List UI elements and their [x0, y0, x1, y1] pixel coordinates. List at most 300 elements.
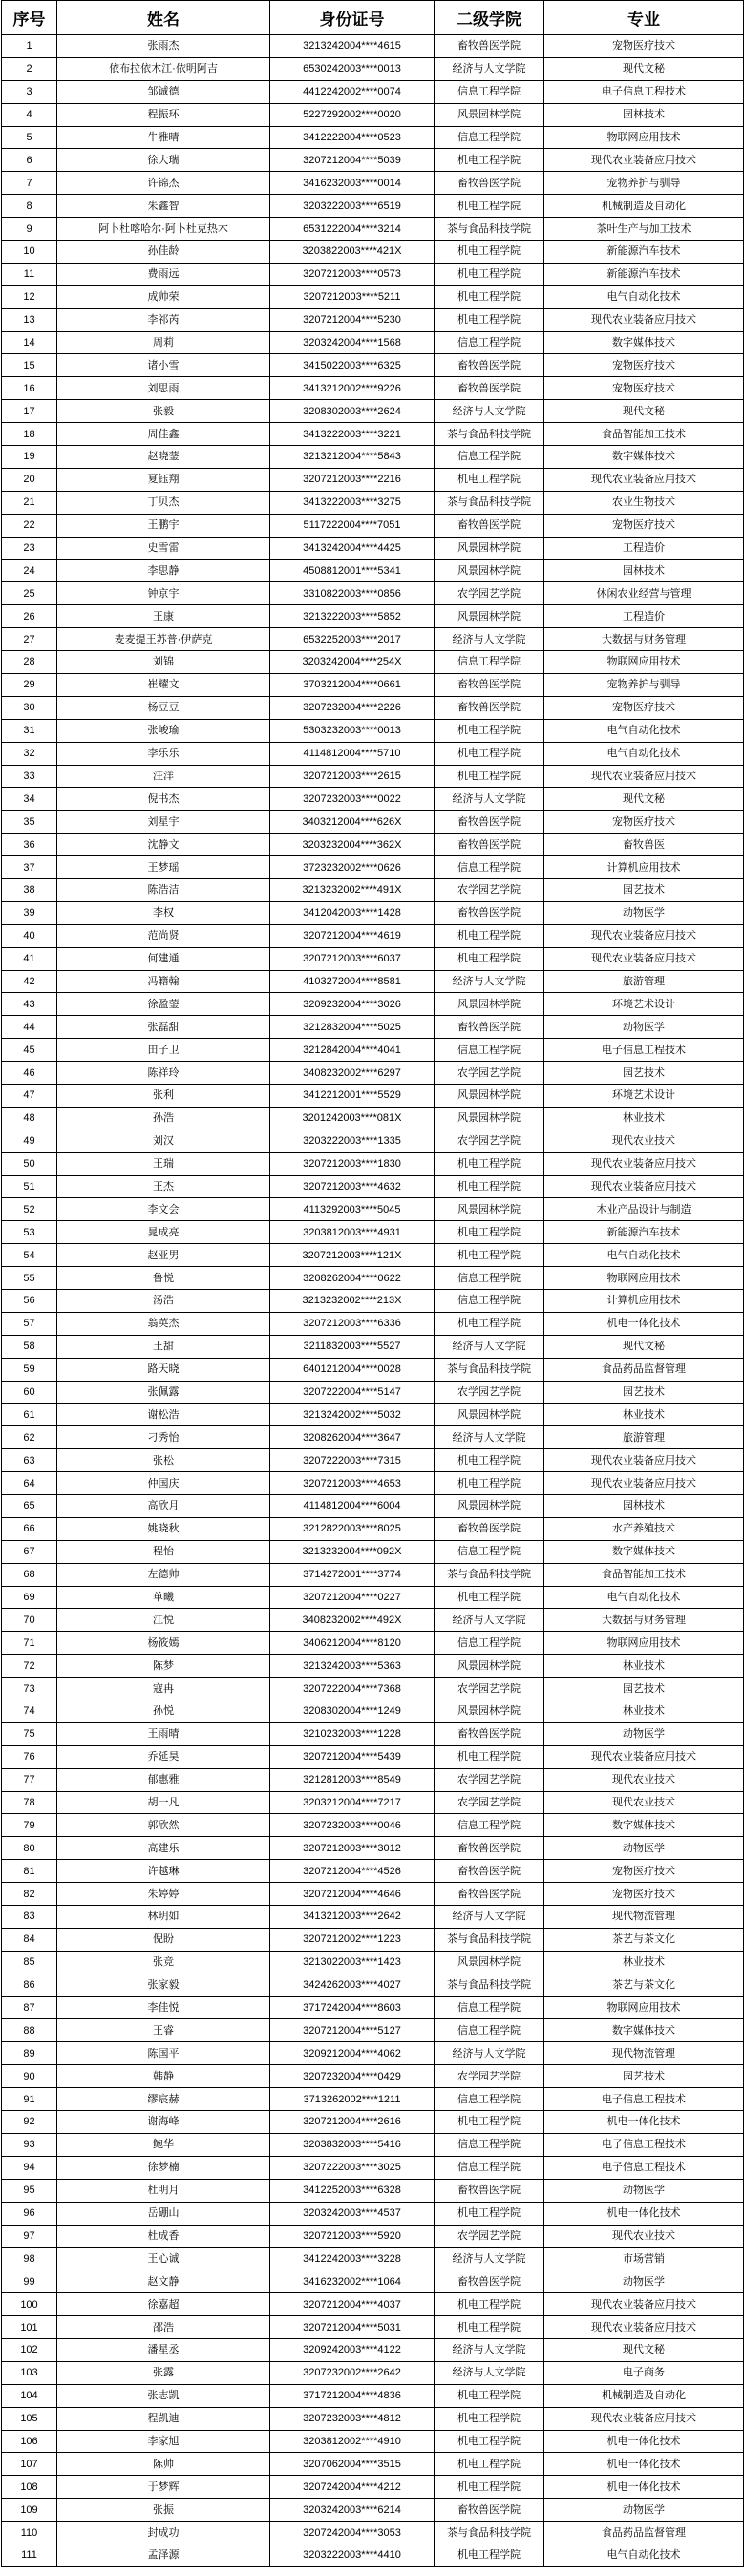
- cell-serial-number: 37: [2, 856, 57, 879]
- cell-serial-number: 74: [2, 1700, 57, 1723]
- cell-major: 现代文秘: [544, 400, 744, 423]
- cell-name: 张露: [57, 2361, 270, 2384]
- cell-name: 李家旭: [57, 2430, 270, 2453]
- cell-id-number: 3207222003****3025: [270, 2156, 435, 2179]
- table-row: [2, 1198, 744, 1221]
- cell-name: 封成功: [57, 2522, 270, 2544]
- cell-id-number: 3207232004****0429: [270, 2065, 435, 2088]
- cell-id-number: 3213242004****4615: [270, 35, 435, 58]
- cell-id-number: 3207212002****1223: [270, 1928, 435, 1951]
- cell-name: 史雪雷: [57, 537, 270, 560]
- cell-id-number: 3207212004****5230: [270, 308, 435, 331]
- cell-major: 动物医学: [544, 901, 744, 924]
- cell-id-number: 6530242003****0013: [270, 57, 435, 80]
- cell-id-number: 3207212003****5920: [270, 2225, 435, 2248]
- cell-name: 程凯迪: [57, 2407, 270, 2430]
- table-row: [2, 1107, 744, 1130]
- table-row: [2, 241, 744, 264]
- cell-id-number: 5117222004****7051: [270, 514, 435, 537]
- cell-serial-number: 66: [2, 1517, 57, 1540]
- cell-major: 园艺技术: [544, 878, 744, 901]
- cell-college: 农学园艺学院: [435, 1791, 544, 1814]
- cell-name: 张佩露: [57, 1381, 270, 1404]
- cell-serial-number: 69: [2, 1586, 57, 1609]
- cell-major: 宠物养护与驯导: [544, 172, 744, 195]
- cell-serial-number: 2: [2, 57, 57, 80]
- cell-name: 邵浩: [57, 2316, 270, 2339]
- cell-major: 电子信息工程技术: [544, 2156, 744, 2179]
- cell-college: 信息工程学院: [435, 1632, 544, 1655]
- cell-serial-number: 87: [2, 1996, 57, 2019]
- cell-serial-number: 81: [2, 1860, 57, 1883]
- cell-college: 机电工程学院: [435, 1244, 544, 1267]
- cell-college: 信息工程学院: [435, 2156, 544, 2179]
- cell-college: 风景园林学院: [435, 1655, 544, 1678]
- cell-college: 机电工程学院: [435, 1312, 544, 1335]
- cell-major: 现代农业装备应用技术: [544, 947, 744, 970]
- cell-major: 园艺技术: [544, 2065, 744, 2088]
- cell-id-number: 3714272001****3774: [270, 1563, 435, 1586]
- cell-major: 现代农业装备应用技术: [544, 765, 744, 788]
- cell-name: 阿卜杜喀哈尔·阿卜杜克热木: [57, 218, 270, 241]
- cell-college: 经济与人文学院: [435, 57, 544, 80]
- cell-major: 现代文秘: [544, 1335, 744, 1358]
- header-row: [2, 1, 744, 35]
- cell-id-number: 3203832003****5416: [270, 2133, 435, 2156]
- header-name: 姓名: [57, 1, 270, 35]
- cell-id-number: 3413212002****9226: [270, 377, 435, 400]
- cell-id-number: 3207212003****3012: [270, 1837, 435, 1860]
- cell-serial-number: 3: [2, 80, 57, 103]
- cell-serial-number: 43: [2, 993, 57, 1016]
- cell-major: 机电一体化技术: [544, 2453, 744, 2476]
- cell-name: 张松: [57, 1449, 270, 1472]
- cell-id-number: 3209242003****4122: [270, 2338, 435, 2361]
- cell-major: 现代农业装备应用技术: [544, 1175, 744, 1198]
- table-row: [2, 1016, 744, 1039]
- table-row: [2, 878, 744, 901]
- cell-major: 电气自动化技术: [544, 1244, 744, 1267]
- cell-major: 环境艺术设计: [544, 1084, 744, 1107]
- table-row: [2, 560, 744, 582]
- cell-major: 园艺技术: [544, 1678, 744, 1700]
- cell-id-number: 3207232004****2226: [270, 696, 435, 719]
- cell-id-number: 3203222003****4410: [270, 2544, 435, 2566]
- cell-name: 谢松浩: [57, 1404, 270, 1426]
- cell-college: 机电工程学院: [435, 765, 544, 788]
- cell-college: 茶与食品科技学院: [435, 423, 544, 446]
- cell-college: 畜牧兽医学院: [435, 1517, 544, 1540]
- cell-serial-number: 9: [2, 218, 57, 241]
- cell-name: 张竞: [57, 1951, 270, 1974]
- cell-serial-number: 19: [2, 446, 57, 469]
- cell-major: 新能源汽车技术: [544, 263, 744, 285]
- cell-college: 机电工程学院: [435, 1175, 544, 1198]
- cell-college: 机电工程学院: [435, 263, 544, 285]
- cell-name: 孙佳龄: [57, 241, 270, 264]
- cell-college: 经济与人文学院: [435, 400, 544, 423]
- cell-serial-number: 17: [2, 400, 57, 423]
- cell-id-number: 5303232003****0013: [270, 719, 435, 742]
- cell-serial-number: 103: [2, 2361, 57, 2384]
- cell-serial-number: 25: [2, 582, 57, 605]
- cell-name: 李权: [57, 901, 270, 924]
- table-row: [2, 1563, 744, 1586]
- cell-major: 现代农业装备应用技术: [544, 468, 744, 491]
- table-row: [2, 2065, 744, 2088]
- table-row: [2, 331, 744, 354]
- cell-serial-number: 65: [2, 1495, 57, 1518]
- table-row: [2, 1426, 744, 1449]
- cell-major: 宠物医疗技术: [544, 354, 744, 377]
- cell-serial-number: 106: [2, 2430, 57, 2453]
- cell-id-number: 3207212003****2216: [270, 468, 435, 491]
- cell-college: 机电工程学院: [435, 2316, 544, 2339]
- cell-serial-number: 61: [2, 1404, 57, 1426]
- table-row: [2, 947, 744, 970]
- cell-id-number: 3207222003****7315: [270, 1449, 435, 1472]
- cell-serial-number: 101: [2, 2316, 57, 2339]
- cell-serial-number: 20: [2, 468, 57, 491]
- cell-major: 计算机应用技术: [544, 1289, 744, 1312]
- cell-serial-number: 93: [2, 2133, 57, 2156]
- cell-serial-number: 59: [2, 1358, 57, 1381]
- cell-college: 农学园艺学院: [435, 1678, 544, 1700]
- cell-serial-number: 111: [2, 2544, 57, 2566]
- cell-college: 信息工程学院: [435, 1540, 544, 1563]
- cell-major: 现代文秘: [544, 788, 744, 811]
- cell-id-number: 3208262004****0622: [270, 1267, 435, 1290]
- cell-college: 畜牧兽医学院: [435, 1883, 544, 1906]
- cell-id-number: 3207062004****3515: [270, 2453, 435, 2476]
- cell-serial-number: 6: [2, 149, 57, 172]
- cell-id-number: 3207212004****5039: [270, 149, 435, 172]
- cell-major: 物联网应用技术: [544, 126, 744, 149]
- table-row: [2, 2544, 744, 2566]
- cell-id-number: 3406212004****8120: [270, 1632, 435, 1655]
- cell-id-number: 3412042003****1428: [270, 901, 435, 924]
- cell-college: 农学园艺学院: [435, 1381, 544, 1404]
- cell-serial-number: 75: [2, 1722, 57, 1745]
- cell-name: 夏钰翔: [57, 468, 270, 491]
- cell-major: 畜牧兽医: [544, 834, 744, 856]
- cell-major: 现代农业装备应用技术: [544, 2316, 744, 2339]
- table-row: [2, 80, 744, 103]
- cell-college: 经济与人文学院: [435, 1426, 544, 1449]
- cell-name: 周莉: [57, 331, 270, 354]
- cell-name: 刘星宇: [57, 811, 270, 834]
- cell-name: 张峻瑜: [57, 719, 270, 742]
- table-row: [2, 1768, 744, 1791]
- cell-serial-number: 27: [2, 628, 57, 651]
- cell-serial-number: 16: [2, 377, 57, 400]
- cell-name: 左德帅: [57, 1563, 270, 1586]
- cell-id-number: 3424262003****4027: [270, 1974, 435, 1996]
- cell-college: 畜牧兽医学院: [435, 1837, 544, 1860]
- cell-college: 经济与人文学院: [435, 1906, 544, 1929]
- cell-major: 新能源汽车技术: [544, 1221, 744, 1244]
- cell-serial-number: 100: [2, 2293, 57, 2316]
- header-major: 专业: [544, 1, 744, 35]
- cell-serial-number: 5: [2, 126, 57, 149]
- cell-id-number: 3207212004****4526: [270, 1860, 435, 1883]
- cell-id-number: 3203812003****4931: [270, 1221, 435, 1244]
- cell-college: 农学园艺学院: [435, 2065, 544, 2088]
- cell-id-number: 3203242003****4537: [270, 2202, 435, 2225]
- cell-serial-number: 68: [2, 1563, 57, 1586]
- cell-id-number: 3213232004****092X: [270, 1540, 435, 1563]
- cell-major: 食品药品监督管理: [544, 2522, 744, 2544]
- cell-name: 赵晓蓥: [57, 446, 270, 469]
- cell-serial-number: 33: [2, 765, 57, 788]
- cell-major: 物联网应用技术: [544, 1632, 744, 1655]
- cell-major: 现代农业装备应用技术: [544, 2293, 744, 2316]
- cell-major: 园林技术: [544, 1495, 744, 1518]
- cell-id-number: 4114812004****6004: [270, 1495, 435, 1518]
- cell-serial-number: 23: [2, 537, 57, 560]
- cell-college: 风景园林学院: [435, 1700, 544, 1723]
- cell-serial-number: 86: [2, 1974, 57, 1996]
- cell-major: 物联网应用技术: [544, 1267, 744, 1290]
- cell-college: 机电工程学院: [435, 241, 544, 264]
- cell-name: 郭欣然: [57, 1814, 270, 1837]
- table-row: [2, 35, 744, 58]
- cell-id-number: 4412242002****0074: [270, 80, 435, 103]
- table-row: [2, 2042, 744, 2065]
- table-row: [2, 263, 744, 285]
- cell-college: 机电工程学院: [435, 947, 544, 970]
- table-row: [2, 1609, 744, 1632]
- cell-name: 汤浩: [57, 1289, 270, 1312]
- cell-college: 畜牧兽医学院: [435, 901, 544, 924]
- cell-id-number: 3210232003****1228: [270, 1722, 435, 1745]
- table-row: [2, 2361, 744, 2384]
- cell-name: 刘思雨: [57, 377, 270, 400]
- table-row: [2, 719, 744, 742]
- cell-id-number: 3212822003****8025: [270, 1517, 435, 1540]
- cell-serial-number: 60: [2, 1381, 57, 1404]
- cell-name: 李佳悦: [57, 1996, 270, 2019]
- cell-major: 数字媒体技术: [544, 446, 744, 469]
- cell-id-number: 3412242003****3228: [270, 2248, 435, 2270]
- cell-college: 茶与食品科技学院: [435, 1358, 544, 1381]
- cell-name: 徐盈蓥: [57, 993, 270, 1016]
- table-row: [2, 57, 744, 80]
- cell-college: 信息工程学院: [435, 80, 544, 103]
- table-row: [2, 2384, 744, 2407]
- cell-college: 机电工程学院: [435, 1221, 544, 1244]
- cell-college: 信息工程学院: [435, 1289, 544, 1312]
- cell-college: 风景园林学院: [435, 1951, 544, 1974]
- cell-name: 冯籍翰: [57, 970, 270, 993]
- cell-major: 园林技术: [544, 560, 744, 582]
- cell-id-number: 3412212001****5529: [270, 1084, 435, 1107]
- cell-serial-number: 102: [2, 2338, 57, 2361]
- table-row: [2, 2179, 744, 2202]
- cell-id-number: 3207232003****0022: [270, 788, 435, 811]
- cell-name: 费雨远: [57, 263, 270, 285]
- cell-major: 机电一体化技术: [544, 1312, 744, 1335]
- cell-serial-number: 95: [2, 2179, 57, 2202]
- cell-major: 现代农业装备应用技术: [544, 1449, 744, 1472]
- cell-serial-number: 83: [2, 1906, 57, 1929]
- cell-major: 木业产品设计与制造: [544, 1198, 744, 1221]
- cell-college: 茶与食品科技学院: [435, 1974, 544, 1996]
- cell-serial-number: 7: [2, 172, 57, 195]
- cell-college: 茶与食品科技学院: [435, 1563, 544, 1586]
- cell-name: 江悦: [57, 1609, 270, 1632]
- cell-serial-number: 49: [2, 1130, 57, 1152]
- cell-college: 畜牧兽医学院: [435, 2179, 544, 2202]
- cell-name: 邹诚德: [57, 80, 270, 103]
- cell-id-number: 3207212004****5439: [270, 1745, 435, 1768]
- cell-serial-number: 88: [2, 2019, 57, 2042]
- cell-name: 王甜: [57, 1335, 270, 1358]
- cell-major: 宠物医疗技术: [544, 377, 744, 400]
- cell-serial-number: 85: [2, 1951, 57, 1974]
- cell-serial-number: 109: [2, 2499, 57, 2522]
- cell-serial-number: 92: [2, 2111, 57, 2134]
- cell-id-number: 3207212004****4646: [270, 1883, 435, 1906]
- cell-name: 张家毅: [57, 1974, 270, 1996]
- cell-major: 食品药品监督管理: [544, 1358, 744, 1381]
- cell-major: 现代农业技术: [544, 2225, 744, 2248]
- table-row: [2, 970, 744, 993]
- cell-serial-number: 104: [2, 2384, 57, 2407]
- table-row: [2, 446, 744, 469]
- cell-name: 鲁悦: [57, 1267, 270, 1290]
- cell-college: 风景园林学院: [435, 1107, 544, 1130]
- cell-serial-number: 39: [2, 901, 57, 924]
- cell-major: 机电一体化技术: [544, 2202, 744, 2225]
- cell-major: 现代农业技术: [544, 1130, 744, 1152]
- table-row: [2, 2407, 744, 2430]
- cell-serial-number: 54: [2, 1244, 57, 1267]
- cell-name: 谢海峰: [57, 2111, 270, 2134]
- cell-id-number: 3717212004****4836: [270, 2384, 435, 2407]
- cell-college: 机电工程学院: [435, 2111, 544, 2134]
- cell-name: 郁惠雅: [57, 1768, 270, 1791]
- table-row: [2, 103, 744, 126]
- cell-major: 机电一体化技术: [544, 2476, 744, 2499]
- cell-major: 水产养殖技术: [544, 1517, 744, 1540]
- cell-name: 杨豆豆: [57, 696, 270, 719]
- cell-name: 韩静: [57, 2065, 270, 2088]
- cell-name: 翁英杰: [57, 1312, 270, 1335]
- cell-name: 王心诚: [57, 2248, 270, 2270]
- cell-college: 信息工程学院: [435, 1996, 544, 2019]
- cell-name: 王康: [57, 605, 270, 628]
- cell-serial-number: 110: [2, 2522, 57, 2544]
- cell-serial-number: 77: [2, 1768, 57, 1791]
- cell-major: 林业技术: [544, 1404, 744, 1426]
- cell-name: 路天晓: [57, 1358, 270, 1381]
- table-row: [2, 1632, 744, 1655]
- cell-id-number: 3207212003****4632: [270, 1175, 435, 1198]
- table-row: [2, 765, 744, 788]
- cell-serial-number: 11: [2, 263, 57, 285]
- cell-major: 计算机应用技术: [544, 856, 744, 879]
- cell-major: 物联网应用技术: [544, 1996, 744, 2019]
- cell-name: 沈静文: [57, 834, 270, 856]
- cell-name: 徐大瑞: [57, 149, 270, 172]
- cell-id-number: 3207242004****3053: [270, 2522, 435, 2544]
- cell-major: 茶艺与茶文化: [544, 1928, 744, 1951]
- cell-name: 王睿: [57, 2019, 270, 2042]
- cell-name: 高建乐: [57, 1837, 270, 1860]
- cell-id-number: 3207212003****6037: [270, 947, 435, 970]
- cell-major: 数字媒体技术: [544, 2019, 744, 2042]
- cell-id-number: 3207232003****0046: [270, 1814, 435, 1837]
- cell-serial-number: 91: [2, 2088, 57, 2111]
- cell-college: 经济与人文学院: [435, 1609, 544, 1632]
- cell-name: 鲍华: [57, 2133, 270, 2156]
- cell-serial-number: 13: [2, 308, 57, 331]
- header-college: 二级学院: [435, 1, 544, 35]
- cell-college: 机电工程学院: [435, 2544, 544, 2566]
- cell-serial-number: 31: [2, 719, 57, 742]
- cell-major: 动物医学: [544, 2270, 744, 2293]
- cell-college: 经济与人文学院: [435, 788, 544, 811]
- cell-id-number: 3207212003****6336: [270, 1312, 435, 1335]
- cell-college: 信息工程学院: [435, 1039, 544, 1062]
- cell-major: 数字媒体技术: [544, 1814, 744, 1837]
- cell-name: 朱婷婷: [57, 1883, 270, 1906]
- cell-major: 现代物流管理: [544, 2042, 744, 2065]
- table-row: [2, 2133, 744, 2156]
- cell-serial-number: 57: [2, 1312, 57, 1335]
- cell-college: 茶与食品科技学院: [435, 218, 544, 241]
- cell-id-number: 3413242004****4425: [270, 537, 435, 560]
- cell-id-number: 3207212004****4619: [270, 924, 435, 947]
- cell-id-number: 3203242004****254X: [270, 651, 435, 674]
- cell-major: 园艺技术: [544, 1062, 744, 1085]
- table-row: [2, 1358, 744, 1381]
- cell-college: 畜牧兽医学院: [435, 696, 544, 719]
- cell-name: 成帅荣: [57, 285, 270, 308]
- cell-id-number: 3207212003****2615: [270, 765, 435, 788]
- cell-id-number: 3208302004****1249: [270, 1700, 435, 1723]
- cell-id-number: 3403212004****626X: [270, 811, 435, 834]
- cell-name: 王瑞: [57, 1152, 270, 1175]
- cell-college: 农学园艺学院: [435, 1062, 544, 1085]
- cell-id-number: 3713262002****1211: [270, 2088, 435, 2111]
- cell-serial-number: 98: [2, 2248, 57, 2270]
- cell-college: 风景园林学院: [435, 1198, 544, 1221]
- cell-id-number: 3207242004****4212: [270, 2476, 435, 2499]
- cell-id-number: 4113292003****5045: [270, 1198, 435, 1221]
- cell-major: 电气自动化技术: [544, 1586, 744, 1609]
- cell-id-number: 3207212003****121X: [270, 1244, 435, 1267]
- cell-serial-number: 44: [2, 1016, 57, 1039]
- cell-major: 动物医学: [544, 1016, 744, 1039]
- cell-major: 宠物医疗技术: [544, 35, 744, 58]
- cell-id-number: 3207232002****2642: [270, 2361, 435, 2384]
- cell-major: 物联网应用技术: [544, 651, 744, 674]
- cell-name: 徐嘉超: [57, 2293, 270, 2316]
- cell-major: 电子信息工程技术: [544, 80, 744, 103]
- cell-id-number: 3212832004****5025: [270, 1016, 435, 1039]
- cell-id-number: 3416232003****0014: [270, 172, 435, 195]
- cell-serial-number: 18: [2, 423, 57, 446]
- cell-major: 动物医学: [544, 2499, 744, 2522]
- cell-name: 王雨晴: [57, 1722, 270, 1745]
- cell-serial-number: 76: [2, 1745, 57, 1768]
- table-row: [2, 354, 744, 377]
- cell-name: 杨筱嫣: [57, 1632, 270, 1655]
- table-row: [2, 1700, 744, 1723]
- cell-college: 机电工程学院: [435, 468, 544, 491]
